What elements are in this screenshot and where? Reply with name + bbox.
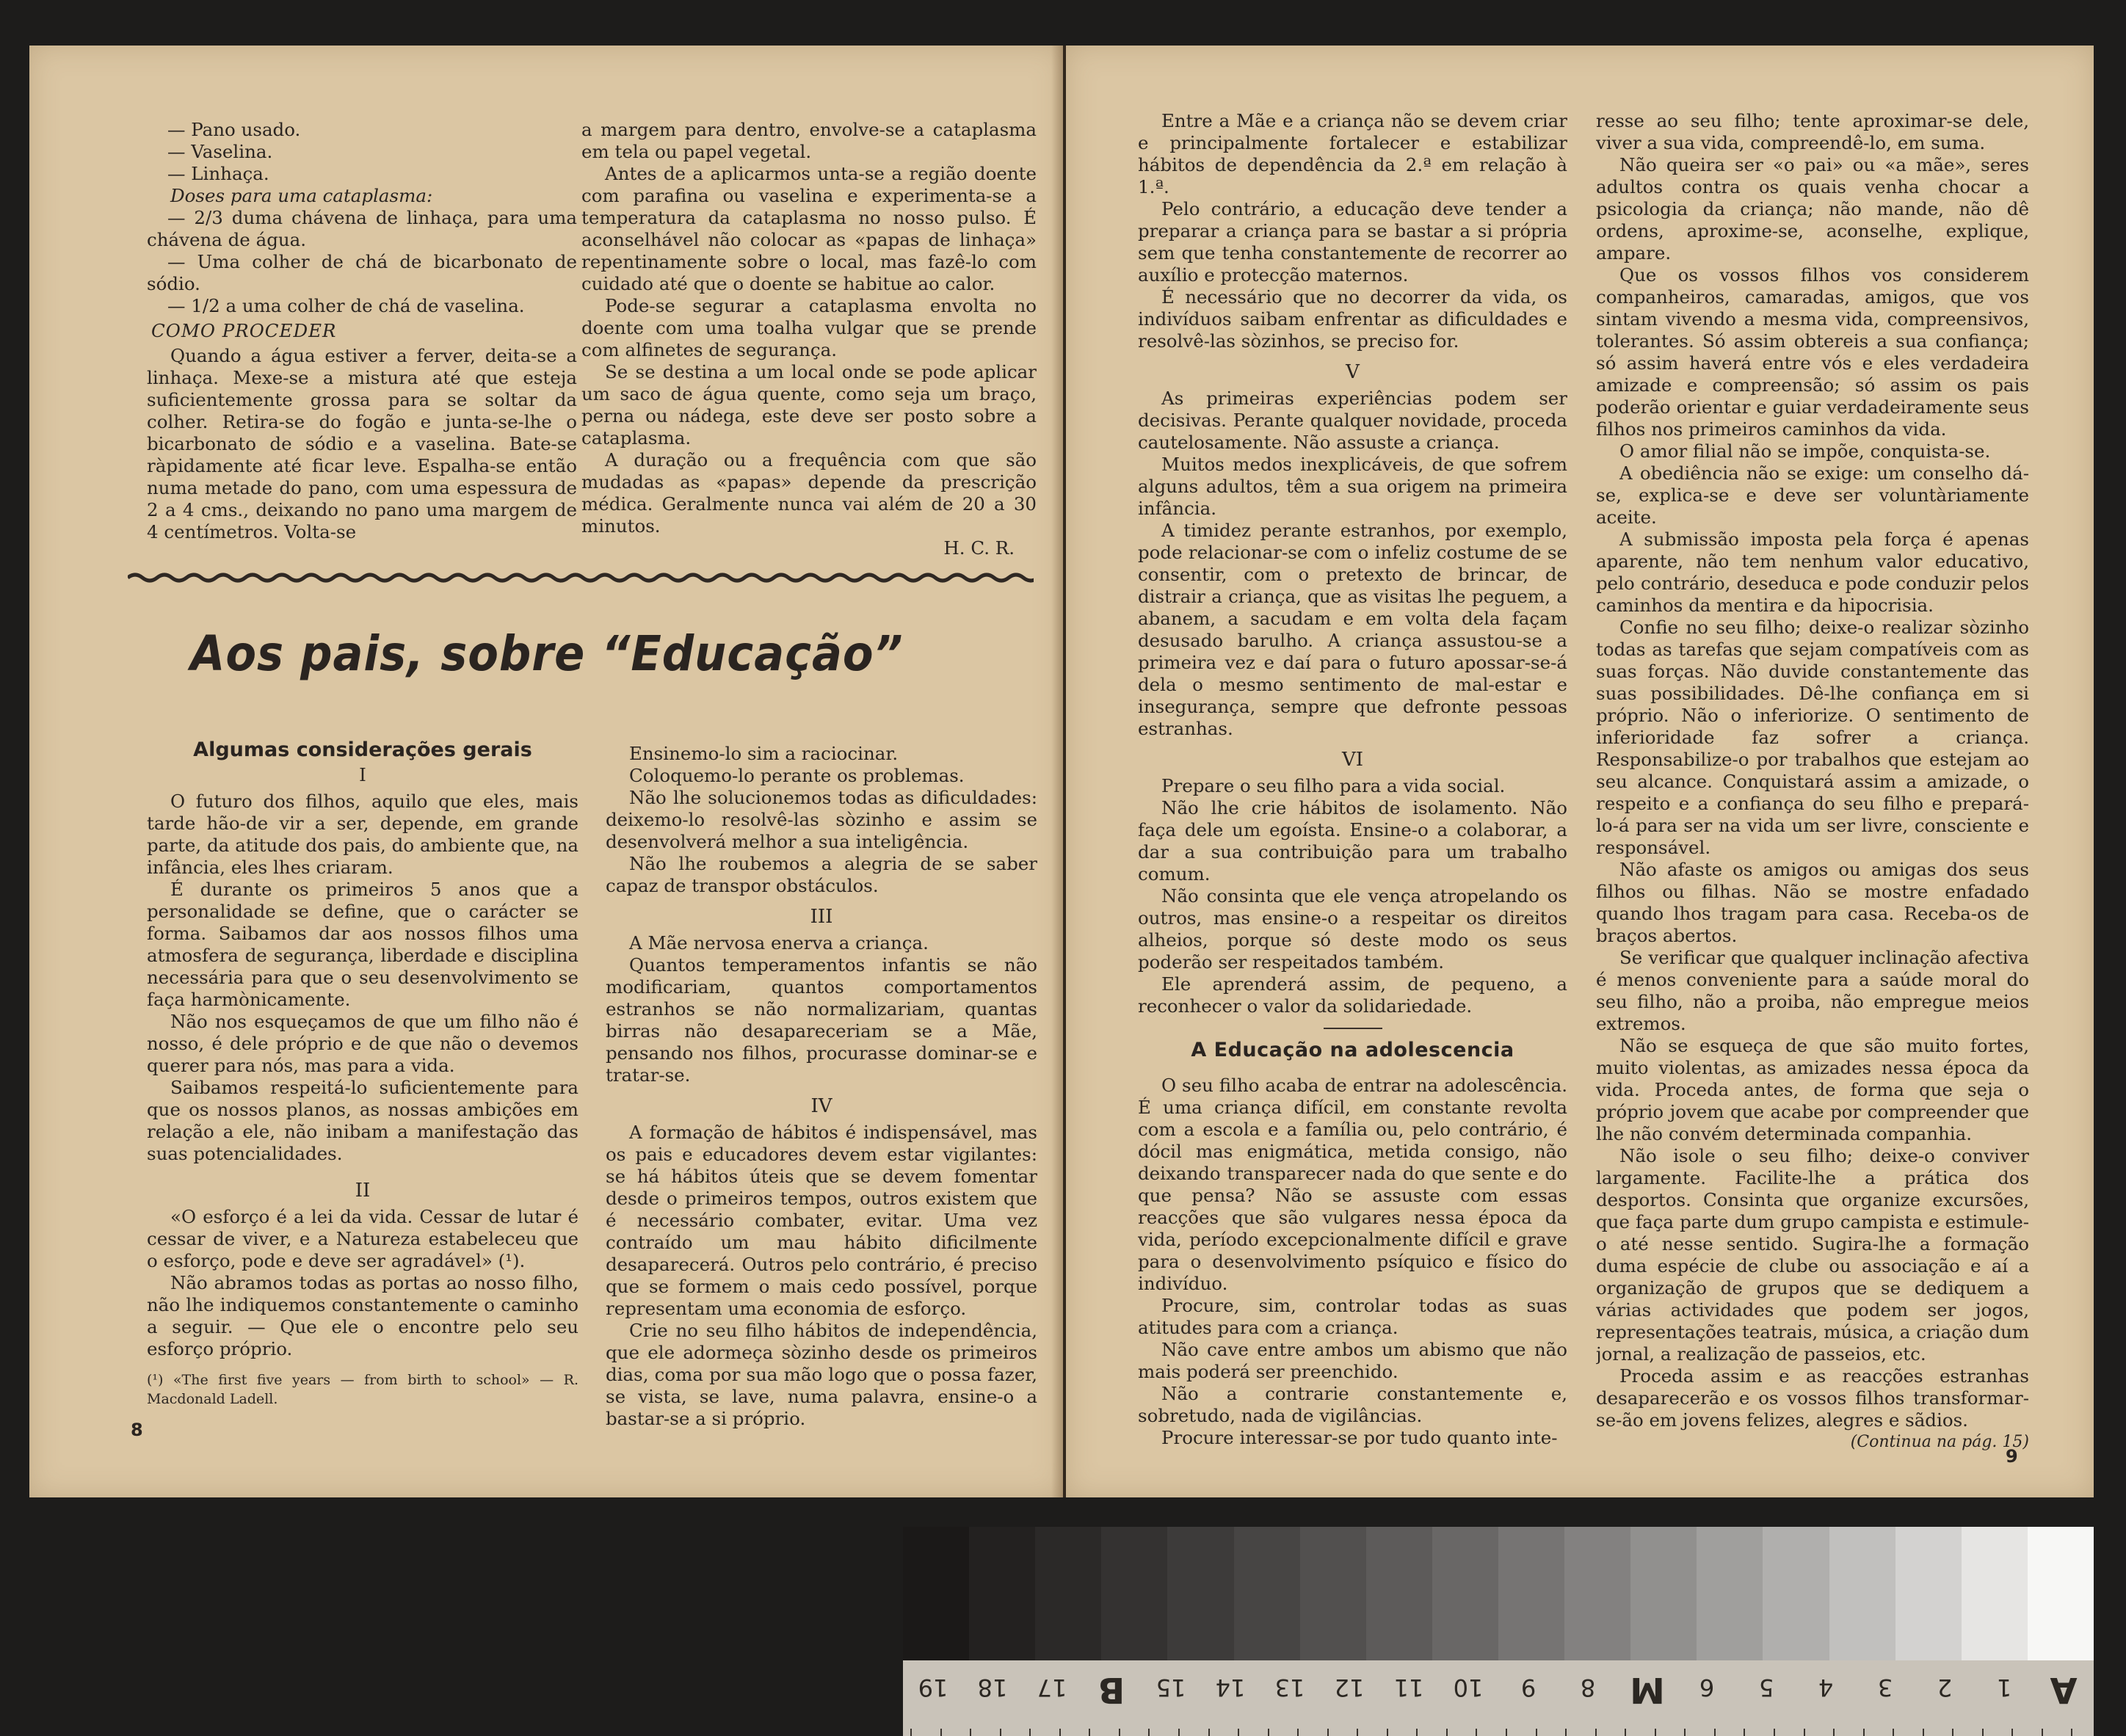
list-item: — 1/2 a uma colher de chá de vaselina. <box>167 295 525 316</box>
paragraph: É necessário que no decorrer da vida, os indivíduos saibam enfrentar as dificuldades e resolvê-las sòzinhos, se preciso for. <box>1138 286 1567 352</box>
gray-patch <box>903 1527 969 1660</box>
footnote: (¹) «The first five years — from birth to school» — R. Macdonald Ladell. <box>147 1372 578 1407</box>
paragraph: Crie no seu filho hábitos de independência, que ele adormeça sòzinho desde os primeiros dias, coma por sua mão logo que o possa fazer, se vista, se lave, numa palavra, ensine-o a bastar-se a si próprio. <box>606 1320 1037 1429</box>
paragraph: Quantos temperamentos infantis se não modificariam, quantos comportamentos estranhos se não normalizariam, quantas birras não desapareceriam se a Mãe, pensando nos filhos, procurasse dominar-se e tratar-se. <box>606 954 1037 1086</box>
paragraph: resse ao seu filho; tente aproximar-se dele, viver a sua vida, compreendê-lo, em suma. <box>1596 110 2029 153</box>
paragraph: A Mãe nervosa enerva a criança. <box>629 932 929 954</box>
paragraph: A submissão imposta pela força é apenas aparente, não tem nenhum valor educativo, pelo contrário, deseduca e pode conduzir pelos caminhos da mentira e da hipocrisia. <box>1596 529 2029 616</box>
paragraph: Não afaste os amigos ou amigas dos seus filhos ou filhas. Não se mostre enfadado quando lhos tragam para casa. Receba-os de braços abertos. <box>1596 859 2029 946</box>
ruler-tick <box>1804 1729 1805 1736</box>
paragraph: O amor filial não se impõe, conquista-se. <box>1619 440 1991 462</box>
gray-patch <box>1167 1527 1233 1660</box>
ruler-tick <box>1000 1729 1001 1736</box>
ruler-tick <box>1119 1729 1120 1736</box>
list-item: — Pano usado. <box>167 119 301 140</box>
ruler-label: 15 <box>1155 1674 1186 1702</box>
paragraph: A timidez perante estranhos, por exemplo, pode relacionar-se com o infeliz costume de se consentir, com o pretexto de brincar, de distrair a criança, que as visitas lhe peguem, a abanem, a sacudam e em volta dela façam desusado barulho. A criança assustou-se a primeira vez e daí para o futuro apossar-se-á dela o mesmo sentimento de mal-estar e insegurança, sempre que defronte pessoas estranhas. <box>1138 520 1567 739</box>
ruler-tick <box>1536 1729 1537 1736</box>
paragraph: Pelo contrário, a educação deve tender a preparar a criança para se bastar a si própria sem que tenha constantemente de recorrer ao auxílio e protecção maternos. <box>1138 198 1567 286</box>
paragraph: A obediência não se exige: um conselho dá-se, explica-se e deve ser voluntàriamente aceite. <box>1596 462 2029 528</box>
poultice-ingredients-column <box>147 119 577 589</box>
gray-patch <box>969 1527 1035 1660</box>
ruler-tick <box>1565 1729 1567 1736</box>
paragraph: Não isole o seu filho; deixe-o conviver largamente. Facilite-lhe a prática dos desportos. Consinta que organize excursões, que faça parte dum grupo campista e estimule-o até nesse sentido. Sugira-lhe a formação duma espécie de clube ou associação e aí a organização de grupos que se dediquem a várias actividades que podem ser jogos, representações teatrais, música, a criação dum jornal, a realização de passeios, etc. <box>1596 1145 2029 1365</box>
gray-patch <box>2028 1527 2094 1660</box>
ruler-label: 1 <box>1997 1674 2012 1702</box>
gray-patch <box>1234 1527 1300 1660</box>
ruler-label: 4 <box>1818 1674 1834 1702</box>
section-number: I <box>359 764 366 785</box>
ruler-tick <box>1684 1729 1686 1736</box>
page-number: 8 <box>131 1420 143 1440</box>
gray-patch <box>1630 1527 1697 1660</box>
paragraph: Entre a Mãe e a criança não se devem criar e principalmente fortalecer e estabilizar hábitos de dependência da 2.ª em relação à 1.ª. <box>1138 110 1567 197</box>
paragraph: Se se destina a um local onde se pode aplicar um saco de água quente, como seja um braço, perna ou nádega, este deve ser posto sobre a cataplasma. <box>581 361 1037 448</box>
ruler-tick <box>1744 1729 1745 1736</box>
ruler-tick <box>1297 1729 1299 1736</box>
ruler-tick <box>1238 1729 1239 1736</box>
ruler-label: 6 <box>1699 1674 1715 1702</box>
paragraph: «O esforço é a lei da vida. Cessar de lutar é cessar de viver, e a Natureza estabeleceu que o esforço, pode e deve ser agradável» (¹). <box>147 1206 578 1271</box>
article-subtitle: Algumas considerações gerais <box>193 739 532 761</box>
ruler-tick <box>1952 1729 1953 1736</box>
author-signature: H. C. R. <box>943 537 1015 559</box>
paragraph: Confie no seu filho; deixe-o realizar sòzinho todas as tarefas que sejam compatíveis com as suas forças. Não duvide constantemente das suas possibilidades. Dê-lhe confiança em si próprio. Não o inferiorize. O sentimento de inferioridade faz sofrer a criança. Responsabilize-o por trabalhos que estejam ao seu alcance. Conquistará assim a amizade, o respeito e a confiança do seu filho e prepará-lo-á para ser na vida um ser livre, consciente e responsável. <box>1596 617 2029 858</box>
paragraph: Procure interessar-se por tudo quanto inte- <box>1161 1427 1558 1448</box>
section-rule <box>1324 1028 1382 1029</box>
measurement-ruler <box>903 1660 2094 1736</box>
ruler-tick <box>1714 1729 1716 1736</box>
paragraph: Procure, sim, controlar todas as suas atitudes para com a criança. <box>1138 1295 1567 1338</box>
paragraph: Pode-se segurar a cataplasma envolta no doente com uma toalha vulgar que se prende com alfinetes de segurança. <box>581 295 1037 360</box>
gray-patch <box>1101 1527 1167 1660</box>
section-title: A Educação na adolescencia <box>1191 1039 1514 1061</box>
ruler-label: 3 <box>1877 1674 1893 1702</box>
paragraph: O futuro dos filhos, aquilo que eles, mais tarde hão-de vir a ser, depende, em grande parte, da atitude dos pais, do ambiente que, na infância, eles lhes criaram. <box>147 791 578 878</box>
ruler-label: B <box>1098 1669 1125 1710</box>
proceder-heading: COMO PROCEDER <box>151 320 337 341</box>
ruler-tick <box>1506 1729 1507 1736</box>
gray-patch <box>1829 1527 1895 1660</box>
list-item: — Linhaça. <box>167 163 269 184</box>
paragraph: a margem para dentro, envolve-se a cataplasma em tela ou papel vegetal. <box>581 119 1037 162</box>
list-item: — Vaselina. <box>167 141 273 162</box>
paragraph: Ele aprenderá assim, de pequeno, a reconhecer o valor da solidariedade. <box>1138 973 1567 1017</box>
paragraph: Se verificar que qualquer inclinação afectiva é menos conveniente para a saúde moral do seu filho, não a proiba, não empregue meios extremos. <box>1596 947 2029 1034</box>
ruler-tick <box>1357 1729 1358 1736</box>
paragraph: Não lhe solucionemos todas as dificuldades: deixemo-lo resolvê-las sòzinho e assim se desenvolverá melhor a sua inteligência. <box>606 787 1037 852</box>
poultice-application-column <box>581 119 1037 589</box>
ruler-tick <box>1982 1729 1984 1736</box>
left-page <box>29 46 1063 1497</box>
paragraph: A duração ou a frequência com que são mudadas as «papas» depende da prescrição médica. Geralmente nunca vai além de 20 a 30 minutos. <box>581 449 1037 537</box>
ruler-tick <box>940 1729 942 1736</box>
ruler-label: M <box>1629 1669 1665 1710</box>
paragraph: As primeiras experiências podem ser decisivas. Perante qualquer novidade, proceda cautelosamente. Não assuste a criança. <box>1138 388 1567 453</box>
ruler-label: 17 <box>1037 1674 1067 1702</box>
paragraph: Não se esqueça de que são muito fortes, muito violentas, as amizades nessa época da vida. Proceda antes, de forma que seja o próprio jovem que acabe por compreender que lhe não convém determinada companhia. <box>1596 1035 2029 1144</box>
ruler-tick <box>1387 1729 1388 1736</box>
gray-patch <box>1300 1527 1366 1660</box>
gray-patch <box>1697 1527 1763 1660</box>
ruler-label: 14 <box>1215 1674 1246 1702</box>
gray-patch <box>1432 1527 1498 1660</box>
ruler-tick <box>2011 1729 2013 1736</box>
doses-heading: Doses para uma cataplasma: <box>170 185 433 206</box>
ruler-tick <box>1774 1729 1775 1736</box>
paragraph: Não lhe roubemos a alegria de se saber capaz de transpor obstáculos. <box>606 853 1037 896</box>
paragraph: Muitos medos inexplicáveis, de que sofrem alguns adultos, têm a sua origem na primeira infância. <box>1138 454 1567 519</box>
gray-patch <box>1895 1527 1962 1660</box>
paragraph: Não a contrarie constantemente e, sobretudo, nada de vigilâncias. <box>1138 1383 1567 1426</box>
ruler-label: 10 <box>1454 1674 1484 1702</box>
ruler-tick <box>1208 1729 1210 1736</box>
article-column-3 <box>1138 110 1567 1461</box>
ruler-label: A <box>2050 1669 2078 1710</box>
paragraph: É durante os primeiros 5 anos que a personalidade se define, que o carácter se forma. Saibamos dar aos nossos filhos uma atmosfera de segurança, liberdade e disciplina necessária para que o seu desenvolvimento se faça harmònicamente. <box>147 879 578 1010</box>
list-item: — Uma colher de chá de bicarbonato de sódio. <box>147 251 577 294</box>
paragraph: O seu filho acaba de entrar na adolescência. É uma criança difícil, em constante revolta com a escola e a família ou, pelo contrário, é dócil mas enigmática, metida consigo, não deixando transparecer nada do que sente e do que pensa? Não se assuste com essas reacções que são vulgares nessa época da vida, período excepcionalmente difícil e grave para o desenvolvimento psíquico e físico do indivíduo. <box>1138 1075 1567 1294</box>
ruler-tick <box>1148 1729 1150 1736</box>
section-number: VI <box>1341 749 1364 771</box>
ruler-label: 8 <box>1580 1674 1595 1702</box>
section-number: III <box>810 906 833 928</box>
paragraph: Ensinemo-lo sim a raciocinar. <box>629 743 899 764</box>
paragraph: Saibamos respeitá-lo suficientemente para que os nossos planos, as nossas ambições em relação a ele, não inibam a manifestação das suas potencialidades. <box>147 1077 578 1164</box>
gray-patch <box>1366 1527 1432 1660</box>
ruler-tick <box>1268 1729 1269 1736</box>
ruler-tick <box>1327 1729 1329 1736</box>
ruler-label: 12 <box>1334 1674 1365 1702</box>
paragraph: Prepare o seu filho para a vida social. <box>1161 775 1506 796</box>
ruler-tick <box>1893 1729 1894 1736</box>
ruler-tick <box>1178 1729 1180 1736</box>
ruler-tick <box>1416 1729 1418 1736</box>
right-page <box>1066 46 2094 1497</box>
ruler-tick <box>1059 1729 1061 1736</box>
proceder-text: Quando a água estiver a ferver, deita-se a linhaça. Mexe-se a mistura até que esteja suficientemente grossa para se soltar da colher. Retira-se do fogão e junta-se-lhe o bicarbonato de sódio e a vaselina. Bate-se ràpidamente até ficar leve. Espalha-se então numa metade do pano, com uma espessura de 2 a 4 cms., deixando no pano uma margem de 4 centímetros. Volta-se <box>147 345 577 542</box>
ruler-label: 18 <box>977 1674 1007 1702</box>
wavy-divider <box>128 570 1034 585</box>
ruler-tick <box>1863 1729 1865 1736</box>
ruler-tick <box>1923 1729 1924 1736</box>
ruler-tick <box>1029 1729 1031 1736</box>
ruler-tick <box>2071 1729 2072 1736</box>
paragraph: Não queira ser «o pai» ou «a mãe», seres adultos contra os quais venha chocar a psicologia da criança; não mande, não dê ordens, aproxime-se, aconselhe, explique, ampare. <box>1596 154 2029 264</box>
paragraph: Não lhe crie hábitos de isolamento. Não faça dele um egoísta. Ensine-o a colaborar, a dar a sua contribuição para um trabalho comum. <box>1138 797 1567 885</box>
page-number: 9 <box>2006 1446 2018 1467</box>
paragraph: Proceda assim e as reacções estranhas desaparecerão e os vossos filhos transformar-se-ão em jovens felizes, alegres e sãdios. <box>1596 1365 2029 1431</box>
paragraph: Coloquemo-lo perante os problemas. <box>629 765 965 786</box>
continued-note: (Continua na pág. 15) <box>1850 1433 2029 1451</box>
section-number: IV <box>810 1095 832 1117</box>
ruler-tick <box>1625 1729 1626 1736</box>
ruler-tick <box>1089 1729 1090 1736</box>
ruler-tick <box>970 1729 971 1736</box>
paragraph: A formação de hábitos é indispensável, mas os pais e educadores devem estar vigilantes: se há hábitos úteis que se devem fomentar desde o primeiros tempos, outros existem que é necessário combater, evitar. Uma vez contraído um mau hábito dificilmente desaparecerá. Outros pelo contrário, é preciso que se formem o mais cedo possível, porque representam uma economia de esforço. <box>606 1122 1037 1319</box>
article-column-2 <box>606 743 1037 1429</box>
ruler-tick <box>2042 1729 2043 1736</box>
paragraph: Não nos esqueçamos de que um filho não é nosso, é dele próprio e de que não o devemos querer para nós, mas para a vida. <box>147 1011 578 1076</box>
article-column-1 <box>147 739 578 1426</box>
gray-patch <box>1962 1527 2028 1660</box>
ruler-label: 11 <box>1393 1674 1424 1702</box>
ruler-tick <box>1833 1729 1835 1736</box>
gray-patch <box>1564 1527 1630 1660</box>
paragraph: Não consinta que ele vença atropelando os outros, mas ensine-o a respeitar os direitos alheios, porque só deste modo os seus poderão ser respeitados também. <box>1138 885 1567 973</box>
paragraph: Não cave entre ambos um abismo que não mais poderá ser preenchido. <box>1138 1339 1567 1382</box>
ruler-tick <box>910 1729 912 1736</box>
ruler-label: 13 <box>1274 1674 1305 1702</box>
calibration-target <box>903 1527 2094 1736</box>
ruler-label: 9 <box>1520 1674 1536 1702</box>
ruler-tick <box>1655 1729 1656 1736</box>
ruler-label: 2 <box>1937 1674 1953 1702</box>
gray-patch <box>1498 1527 1564 1660</box>
ruler-tick <box>1595 1729 1597 1736</box>
ruler-label: 19 <box>918 1674 948 1702</box>
section-number: V <box>1346 361 1360 383</box>
article-column-4 <box>1596 110 2029 1461</box>
list-item: — 2/3 duma chávena de linhaça, para uma chávena de água. <box>147 207 577 250</box>
article-title: Aos pais, sobre “Educação” <box>190 625 904 682</box>
section-number: II <box>355 1180 371 1202</box>
ruler-label: 5 <box>1758 1674 1774 1702</box>
paragraph: Que os vossos filhos vos considerem companheiros, camaradas, amigos, que vos sintam vivendo a mesma vida, compreensivos, tolerantes. Só assim obtereis a sua confiança; só assim haverá entre vós e eles verdadeira amizade e compreensão; só assim os pais poderão orientar e guiar verdadeiramente seus filhos nos primeiros caminhos da vida. <box>1596 264 2029 440</box>
gray-patch <box>1763 1527 1829 1660</box>
paragraph: Antes de a aplicarmos unta-se a região doente com parafina ou vaselina e experimenta-se a temperatura da cataplasma no nosso pulso. É aconselhável não colocar as «papas de linhaça» repentinamente sobre o local, mas fazê-lo com cuidado até que o doente se habitue ao calor. <box>581 163 1037 294</box>
grayscale-patches <box>903 1527 2094 1660</box>
ruler-tick <box>1446 1729 1448 1736</box>
paragraph: Não abramos todas as portas ao nosso filho, não lhe indiquemos constantemente o caminho a seguir. — Que ele o encontre pelo seu esforço próprio. <box>147 1272 578 1359</box>
gray-patch <box>1035 1527 1101 1660</box>
ruler-tick <box>1476 1729 1477 1736</box>
